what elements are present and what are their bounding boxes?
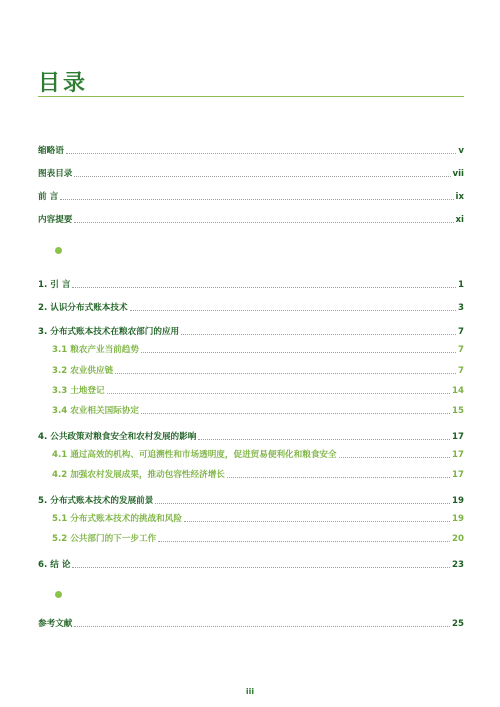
toc-entry-label: 3. 分布式账本技术在粮农部门的应用: [38, 327, 180, 337]
toc-entry-section-3-3[interactable]: [52, 383, 464, 397]
toc-entry-label: 内容提要: [38, 215, 73, 225]
toc-entry-foreword[interactable]: [38, 189, 464, 203]
toc-entry-label: 1. 引 言: [38, 280, 71, 290]
dot-leader: [181, 334, 456, 335]
toc-entry-label: 6. 结 论: [38, 560, 71, 570]
toc-entry-page: 1: [458, 280, 464, 290]
toc-entry-label: 2. 认识分布式账本技术: [38, 303, 128, 313]
toc-entry-page: 17: [452, 432, 464, 442]
dot-leader: [74, 176, 450, 177]
dot-leader: [227, 477, 450, 478]
dot-leader: [74, 626, 450, 627]
toc-entry-section-5-1[interactable]: [52, 511, 464, 525]
toc-entry-chapter-6[interactable]: [38, 557, 464, 571]
toc-entry-page: xi: [455, 215, 464, 225]
toc-entry-page: 20: [452, 534, 464, 544]
dot-leader: [155, 503, 450, 504]
toc-entry-label: 参考文献: [38, 619, 73, 629]
toc-entry-label: 图表目录: [38, 169, 73, 179]
toc-entry-chapter-3[interactable]: [38, 324, 464, 338]
toc-entry-chapter-4[interactable]: [38, 429, 464, 443]
toc-entry-label: 4.1 通过高效的机构、可追溯性和市场透明度，促进贸易便利化和粮食安全: [52, 450, 337, 460]
toc-entry-page: 19: [452, 496, 464, 506]
toc-entry-section-4-2[interactable]: [52, 467, 464, 481]
toc-entry-label: 前 言: [38, 192, 59, 202]
toc-entry-page: 7: [458, 345, 464, 355]
toc-entry-label: 5.1 分布式账本技术的挑战和风险: [52, 514, 182, 524]
toc-entry-section-3-2[interactable]: [52, 363, 464, 377]
toc-entry-chapter-2[interactable]: [38, 300, 464, 314]
toc-entry-label: 3.3 土地登记: [52, 386, 105, 396]
toc-entry-chapter-5[interactable]: [38, 493, 464, 507]
toc-entry-section-5-2[interactable]: [52, 531, 464, 545]
page-number: iii: [245, 687, 255, 696]
toc-entry-summary[interactable]: [38, 212, 464, 226]
toc-entry-page: 17: [452, 470, 464, 480]
toc-entry-section-3-4[interactable]: [52, 403, 464, 417]
dot-leader: [141, 413, 450, 414]
dot-leader: [72, 287, 456, 288]
toc-entry-page: ix: [455, 192, 464, 202]
toc-entry-label: 5. 分布式账本技术的发展前景: [38, 496, 154, 506]
toc-entry-page: 3: [458, 303, 464, 313]
title-rule: [38, 96, 464, 97]
toc-entry-label: 4.2 加强农村发展成果，推动包容性经济增长: [52, 470, 225, 480]
toc-entry-chapter-1[interactable]: [38, 277, 464, 291]
toc-entry-references[interactable]: [38, 616, 464, 630]
dot-leader: [60, 199, 453, 200]
dot-leader: [158, 541, 450, 542]
toc-entry-label: 3.2 农业供应链: [52, 366, 114, 376]
toc-entry-page: v: [458, 146, 464, 156]
toc-entry-page: 14: [452, 386, 464, 396]
page-title: 目录: [38, 71, 89, 96]
toc-entry-label: 4. 公共政策对粮食安全和农村发展的影响: [38, 432, 197, 442]
dot-leader: [141, 352, 456, 353]
dot-leader: [130, 310, 456, 311]
toc-entry-page: 23: [452, 560, 464, 570]
toc-entry-page: vii: [452, 169, 464, 179]
dot-leader: [66, 153, 457, 154]
dot-leader: [74, 222, 453, 223]
toc-entry-page: 7: [458, 366, 464, 376]
toc-entry-label: 5.2 公共部门的下一步工作: [52, 534, 157, 544]
toc-entry-section-4-1[interactable]: [52, 447, 464, 461]
dot-leader: [72, 567, 450, 568]
toc-entry-page: 19: [452, 514, 464, 524]
dot-leader: [107, 393, 450, 394]
toc-entry-figures[interactable]: [38, 166, 464, 180]
toc-entry-page: 15: [452, 406, 464, 416]
toc-entry-label: 3.1 粮农产业当前趋势: [52, 345, 139, 355]
toc-entry-label: 3.4 农业相关国际协定: [52, 406, 139, 416]
section-bullet-icon: [55, 247, 62, 254]
toc-entry-abbreviations[interactable]: [38, 143, 464, 157]
toc-entry-page: 17: [452, 450, 464, 460]
dot-leader: [184, 521, 450, 522]
toc-entry-label: 缩略语: [38, 146, 64, 156]
toc-entry-page: 25: [452, 619, 464, 629]
toc-entry-page: 7: [458, 327, 464, 337]
toc-entry-section-3-1[interactable]: [52, 342, 464, 356]
dot-leader: [115, 373, 456, 374]
section-bullet-icon: [55, 591, 62, 598]
dot-leader: [198, 439, 450, 440]
dot-leader: [339, 457, 450, 458]
